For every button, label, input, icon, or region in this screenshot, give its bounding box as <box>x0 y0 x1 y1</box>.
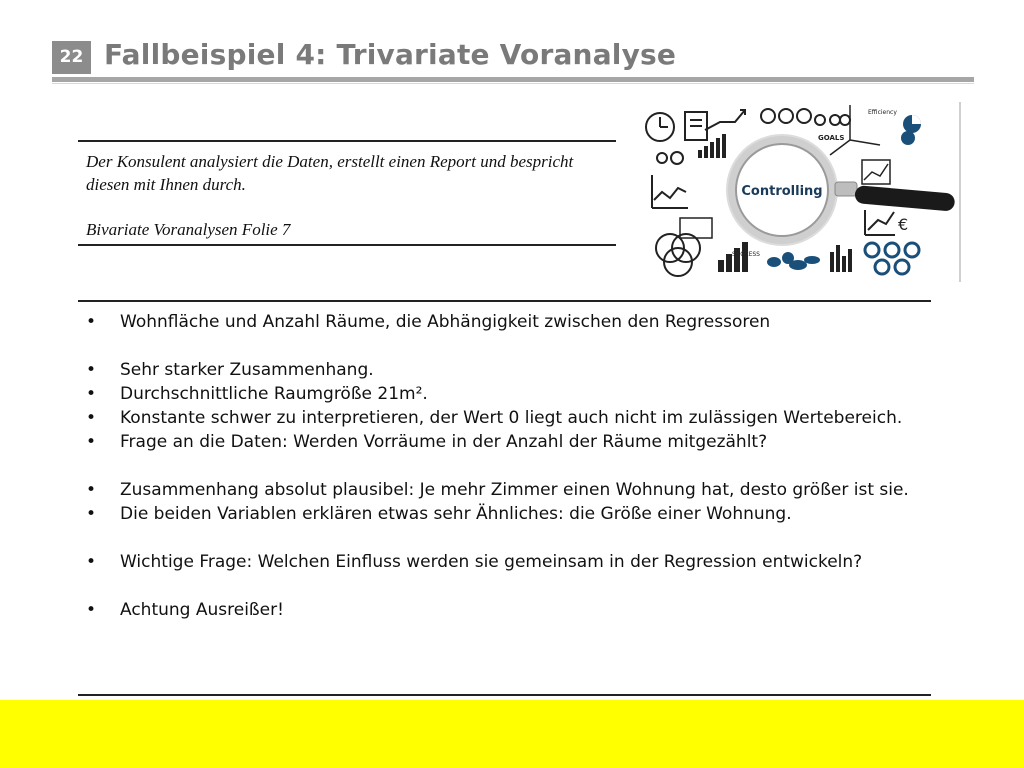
bullet-item: • Zusammenhang absolut plausibel: Je mehr Zimmer einen Wohnung hat, desto größer ist sie. <box>78 478 920 502</box>
document-icon <box>685 112 707 140</box>
gears-icon <box>657 152 683 164</box>
chart-icon-right <box>862 160 890 184</box>
pie-icon <box>903 115 921 133</box>
goals-label: GOALS <box>818 134 845 142</box>
efficiency-label: Efficiency <box>868 109 897 116</box>
illustration-border <box>959 102 961 282</box>
footer-bar <box>0 700 1024 768</box>
consultant-note-box <box>78 140 616 246</box>
bullet-item: • Achtung Ausreißer! <box>78 598 920 622</box>
line-chart-icon <box>652 175 688 208</box>
bullet-spacer <box>78 454 928 478</box>
bullet-spacer <box>78 334 928 358</box>
emoticons-icon <box>761 109 811 123</box>
bullet-item: • Wichtige Frage: Welchen Einfluss werden sie gemeinsam in der Regression entwickeln? <box>78 550 920 574</box>
slide-title: Fallbeispiel 4: Trivariate Voranalyse <box>104 38 677 71</box>
controlling-sketch <box>640 100 962 283</box>
gears-bottom-icon <box>865 243 919 274</box>
slide-number-badge: 22 <box>52 41 91 74</box>
bullet-item: • Die beiden Variablen erklären etwas sehr Ähnliches: die Größe einer Wohnung. <box>78 502 920 526</box>
bullet-list <box>78 310 928 622</box>
growth-arrow-icon <box>705 110 745 130</box>
bullet-spacer <box>78 526 928 550</box>
consultant-note-reference: Bivariate Voranalysen Folie 7 <box>86 220 291 239</box>
magnifier-label: Controlling <box>741 184 823 199</box>
bullet-spacer <box>78 574 928 598</box>
success-label: SUCCESS <box>732 251 760 258</box>
venn-icon <box>656 234 700 276</box>
clock-icon <box>646 113 674 141</box>
bullet-section <box>78 300 931 696</box>
euro-icon: € <box>898 215 909 234</box>
bullet-item: • Wohnfläche und Anzahl Räume, die Abhängigkeit zwischen den Regressoren <box>78 310 920 334</box>
title-divider <box>52 77 974 82</box>
controlling-illustration <box>640 100 962 283</box>
world-map-icon <box>767 252 820 270</box>
bullet-item: • Sehr starker Zusammenhang. <box>78 358 920 382</box>
bullet-item: • Konstante schwer zu interpretieren, der Wert 0 liegt auch nicht im zulässigen Wertebereich. <box>78 406 920 430</box>
bullet-item: • Durchschnittliche Raumgröße 21m². <box>78 382 920 406</box>
consultant-note-text: Der Konsulent analysiert die Daten, erstellt einen Report und bespricht diesen mit Ihnen durch. <box>86 152 574 194</box>
bottom-bar-chart-icon <box>830 245 852 272</box>
cyclist-icon <box>815 115 850 125</box>
trend-icon <box>865 210 895 235</box>
title-divider-thin <box>52 83 974 84</box>
pie-icon-2 <box>901 131 915 145</box>
bullet-item: • Frage an die Daten: Werden Vorräume in der Anzahl der Räume mitgezählt? <box>78 430 920 454</box>
bar-chart-icon <box>698 134 726 158</box>
